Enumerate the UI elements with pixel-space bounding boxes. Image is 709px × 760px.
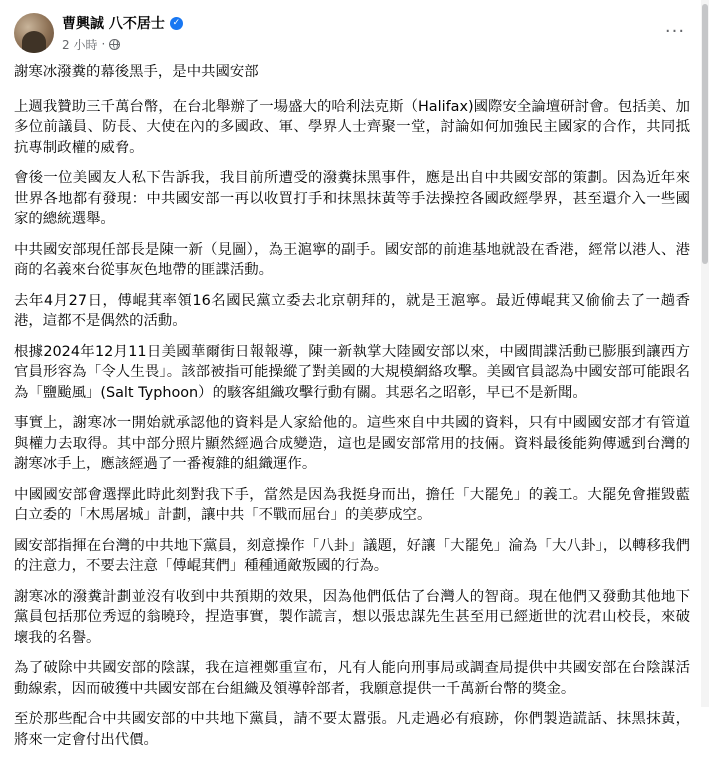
post-paragraph: 會後一位美國友人私下告訴我，我目前所遭受的潑糞抹黑事件，應是出自中共國安部的策劃。因為近年來世界各地都有發現：中共國安部一再以收買打手和抹黑抹黃等手法操控各國政經學界，甚至還介入一些國家的總統選舉。: [14, 170, 690, 227]
post-paragraph: 謝寒冰的潑糞計劃並沒有收到中共預期的效果，因為他們低估了台灣人的智商。現在他們又發動其他地下黨員包括那位秀逗的翁曉玲，捏造事實，製作謊言，想以張忠謀先生甚至用已經逝世的沈君山校長，來破壞我的名譽。: [14, 588, 690, 646]
post-header: [14, 12, 183, 54]
author-avatar[interactable]: [14, 13, 54, 53]
more-options-icon[interactable]: ···: [664, 20, 686, 42]
post-meta: [62, 13, 183, 53]
author-row: [62, 13, 183, 33]
post-body: [14, 62, 690, 760]
post-paragraph: 去年4月27日，傅崐萁率領16名國民黨立委去北京朝拜的，就是王滬寧。最近傅崐萁又偷偷去了一趟香港，這都不是偶然的活動。: [14, 292, 690, 329]
post-paragraph: 為了破除中共國安部的陰謀，我在這裡鄭重宣布，凡有人能向刑事局或調查局提供中共國安部在台陰謀活動線索，因而破獲中共國安部在台組織及領導幹部者，我願意提供一千萬新台幣的獎金。: [14, 660, 690, 697]
scrollbar-thumb[interactable]: [702, 4, 708, 264]
post-paragraph: 上週我贊助三千萬台幣，在台北舉辦了一場盛大的哈利法克斯（Halifax)國際安全論壇研討會。包括美、加多位前議員、防長、大使在內的多國政、軍、學界人士齊聚一堂，討論如何加強民主國家的合作，共同抵抗專制政權的威脅。: [14, 98, 690, 156]
verified-badge-icon: ✓: [170, 17, 183, 30]
post-timestamp[interactable]: 2 小時: [62, 37, 98, 52]
post-paragraph: 事實上，謝寒冰一開始就承認他的資料是人家給他的。這些來自中共國的資料，只有中國國安部才有管道與權力去取得。其中部分照片顯然經過合成變造，這也是國安部常用的技倆。資料最後能夠傳遞到台灣的謝寒冰手上，應該經過了一番複雜的組織運作。: [14, 415, 690, 472]
separator-dot: ·: [101, 37, 106, 51]
post-paragraph: 中國國安部會選擇此時此刻對我下手，當然是因為我挺身而出，擔任「大罷免」的義工。大罷免會摧毀藍白立委的「木馬屠城」計劃，讓中共「不戰而屈台」的美夢成空。: [14, 486, 690, 523]
scrollbar[interactable]: [701, 0, 709, 707]
post-paragraph: 根據2024年12月11日美國華爾街日報報導，陳一新執掌大陸國安部以來，中國間諜活動已膨脹到讓西方官員形容為「令人生畏」。該部被指可能操縱了對美國的大規模網絡攻擊。美國官員認為中國安部可能跟名為「鹽颱風」(Salt Typhoon）的駭客組織攻擊行動有關。其惡名之昭彰，早已不是新聞。: [14, 343, 690, 401]
author-name[interactable]: 曹興誠 八不居士: [62, 16, 165, 32]
globe-icon[interactable]: [109, 39, 120, 50]
post-paragraph: 至於那些配合中共國安部的中共地下黨員，請不要太囂張。凡走過必有痕跡，你們製造謊話、抹黑抹黃，將來一定會付出代價。: [14, 711, 690, 748]
post-title: 謝寒冰潑糞的幕後黑手，是中共國安部: [14, 64, 259, 80]
post-paragraph: 國安部指揮在台灣的中共地下黨員，刻意操作「八卦」議題，好讓「大罷免」淪為「大八卦」，以轉移我們的注意力，不要去注意「傅崐萁們」種種通敵叛國的行為。: [14, 537, 690, 574]
post-subline: [62, 35, 183, 53]
post-paragraph: 中共國安部現任部長是陳一新（見圖），為王滬寧的副手。國安部的前進基地就設在香港，經常以港人、港商的名義來台從事灰色地帶的匪諜活動。: [14, 241, 690, 278]
